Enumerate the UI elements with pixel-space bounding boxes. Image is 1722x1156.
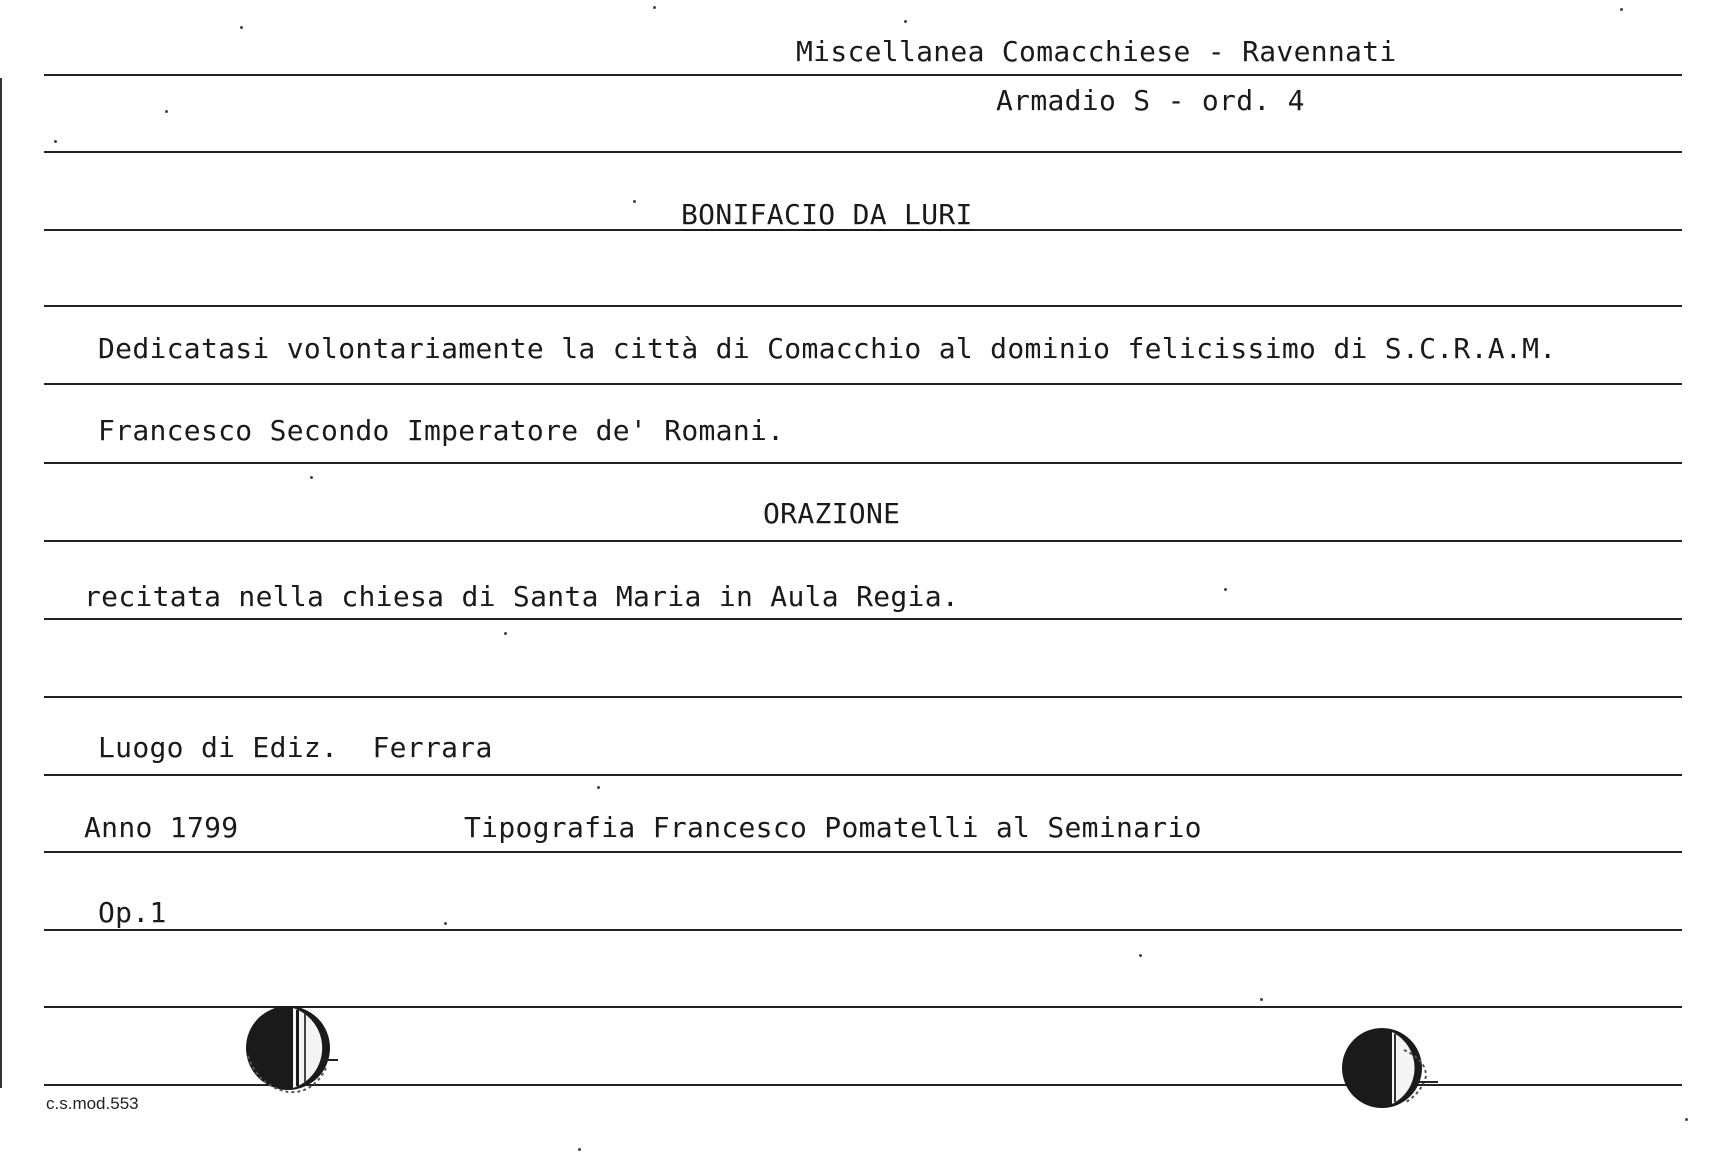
speck	[504, 632, 507, 635]
ruled-line	[44, 618, 1682, 620]
speck	[165, 110, 168, 113]
genre-heading: ORAZIONE	[763, 497, 901, 530]
place-of-publication: Luogo di Ediz. Ferrara	[98, 731, 493, 764]
collection-name: Miscellanea Comacchiese - Ravennati	[796, 35, 1397, 68]
speck	[54, 140, 57, 143]
ruled-line	[44, 151, 1682, 153]
speck	[1139, 954, 1142, 957]
ruled-line	[44, 383, 1682, 385]
ruled-line	[44, 305, 1682, 307]
speck	[1224, 588, 1227, 591]
printer: Tipografia Francesco Pomatelli al Seminario	[464, 811, 1202, 844]
speck	[578, 1148, 581, 1151]
ruled-line	[44, 929, 1682, 931]
speck	[444, 922, 447, 925]
opus-number: Op.1	[98, 896, 167, 929]
card-left-edge	[0, 78, 2, 1088]
title-line-1: Dedicatasi volontariamente la città di Comacchio al dominio felicissimo di S.C.R.A.M.	[98, 332, 1557, 365]
punch-hole-left	[238, 996, 338, 1106]
speck	[310, 476, 313, 479]
speck	[597, 786, 600, 789]
ruled-line	[44, 74, 1682, 76]
ruled-line	[44, 851, 1682, 853]
shelfmark: Armadio S - ord. 4	[996, 84, 1305, 117]
subtitle-line: recitata nella chiesa di Santa Maria in Aula Regia.	[84, 580, 960, 613]
speck	[1620, 8, 1623, 11]
ruled-line	[44, 774, 1682, 776]
publication-year: Anno 1799	[84, 811, 239, 844]
speck	[1685, 1118, 1688, 1121]
author-heading: BONIFACIO DA LURI	[681, 198, 973, 231]
ruled-line	[44, 540, 1682, 542]
speck	[1260, 998, 1263, 1001]
form-code: c.s.mod.553	[46, 1094, 139, 1113]
ruled-line	[44, 462, 1682, 464]
speck	[633, 200, 636, 203]
speck	[653, 6, 656, 9]
title-line-2: Francesco Secondo Imperatore de' Romani.	[98, 414, 785, 447]
speck	[904, 20, 907, 23]
punch-hole-right	[1334, 1020, 1444, 1120]
speck	[240, 26, 243, 29]
ruled-line	[44, 696, 1682, 698]
